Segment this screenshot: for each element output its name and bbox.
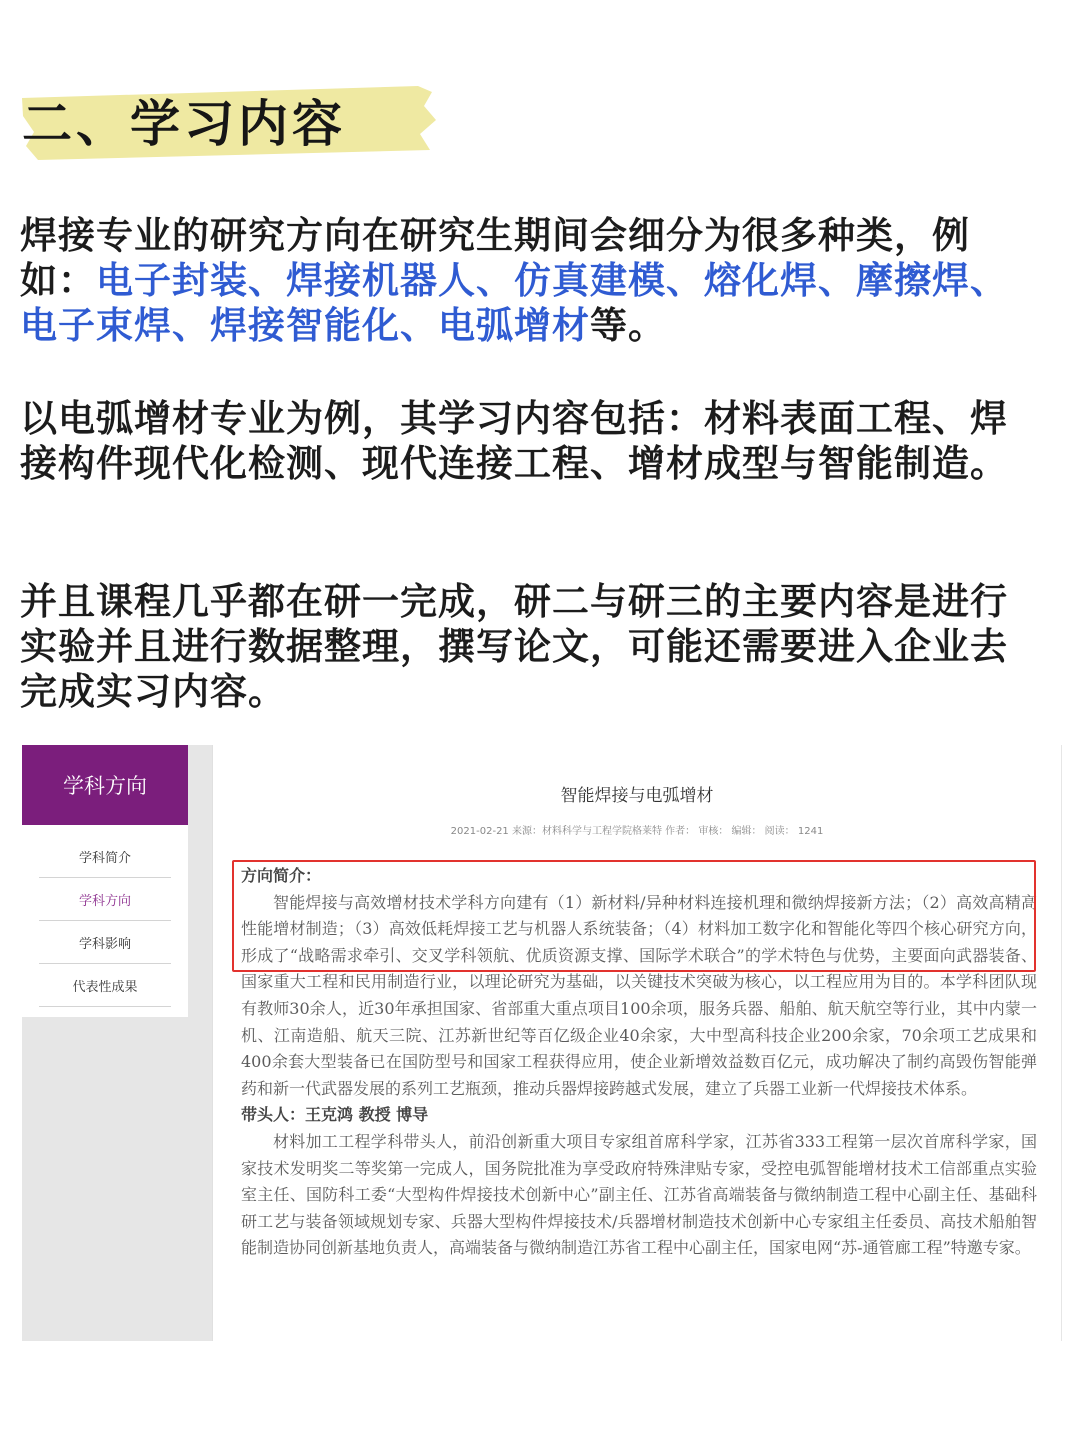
section-heading	[20, 70, 440, 170]
highlight-box	[232, 860, 1036, 972]
article-panel	[212, 745, 1061, 1341]
paragraph-suffix: 等。	[590, 304, 666, 347]
sidebar-item-intro[interactable]: 学科简介	[39, 835, 171, 878]
leader-label: 带头人：王克鸿 教授 博导	[241, 1105, 429, 1125]
webpage-screenshot	[22, 745, 1062, 1341]
sidebar	[22, 745, 188, 1329]
paragraph-course-schedule: 并且课程几乎都在研一完成，研二与研三的主要内容是进行实验并且进行数据整理，撰写论文，可能还需要进入企业去完成实习内容。	[20, 580, 1008, 713]
paragraph-prefix: 焊接专业的研究方向在研究生期间会细分为很多种类，例如：	[20, 214, 970, 302]
sidebar-title: 学科方向	[22, 745, 188, 825]
sidebar-menu	[22, 825, 188, 1017]
article-meta: 2021-02-21 来源：材料科学与工程学院格莱特 作者： 审核： 编辑： 阅读： 1241	[450, 826, 824, 837]
direction-label: 方向简介：	[241, 866, 322, 885]
highlighted-directions: 电子封装、焊接机器人、仿真建模、熔化焊、摩擦焊、电子束焊、焊接智能化、电弧增材	[20, 259, 1008, 347]
leader-text: 材料加工工程学科带头人，前沿创新重大项目专家组首席科学家，江苏省333工程第一层次首席科学家，国家技术发明奖二等奖第一完成人，国务院批准为享受政府特殊津贴专家，受控电弧智能增材技术工信部重点实验室主任、国防科工委“大型构件焊接技术创新中心”副主任、江苏省高端装备与微纳制造工程中心副主任、基础科研工艺与装备领域规划专家、兵器大型构件焊接技术/兵器增材制造技术创新中心专家组主任委员、高技术船舶智能制造协同创新基地负责人，高端装备与微纳制造江苏省工程中心副主任，国家电网“苏-通管廊工程”特邀专家。	[241, 1131, 1037, 1258]
direction-text: 智能焊接与高效增材技术学科方向建有（1）新材料/异种材料连接机理和微纳焊接新方法；（2）高效高精高性能增材制造；（3）高效低耗焊接工艺与机器人系统装备；（4）材料加工数字化和智能化等四个核心研究方向，形成了“战略需求牵引、交叉学科领航、优质资源支撑、国际学术联合”的学术特色与优势，主要面向武器装备、国家重大工程和民用制造行业，以理论研究为基础，以关键技术突破为核心，以工程应用为目的。本学科团队现有教师30余人，近30年承担国家、省部重大重点项目100余项，服务兵器、船舶、航天航空等行业，其中内蒙一机、江南造船、航天三院、江苏新世纪等百亿级企业40余家，大中型高科技企业200余家，70余项工艺成果和400余套大型装备已在国防型号和国家工程获得应用，使企业新增效益数百亿元，成功解决了制约高毁伤智能弹药和新一代武器发展的系列工艺瓶颈，推动兵器焊接跨越式发展，建立了兵器工业新一代焊接技术体系。	[241, 892, 1037, 1098]
paragraph-research-directions	[20, 213, 1030, 348]
article-title: 智能焊接与电弧增材	[560, 786, 714, 806]
paragraph-study-content: 以电弧增材专业为例，其学习内容包括：材料表面工程、焊接构件现代化检测、现代连接工程、增材成型与智能制造。	[20, 397, 1008, 485]
sidebar-item-direction[interactable]: 学科方向	[39, 878, 171, 921]
sidebar-item-achievements[interactable]: 代表性成果	[39, 964, 171, 1007]
section-title: 二、学习内容	[22, 95, 346, 153]
sidebar-item-influence[interactable]: 学科影响	[39, 921, 171, 964]
